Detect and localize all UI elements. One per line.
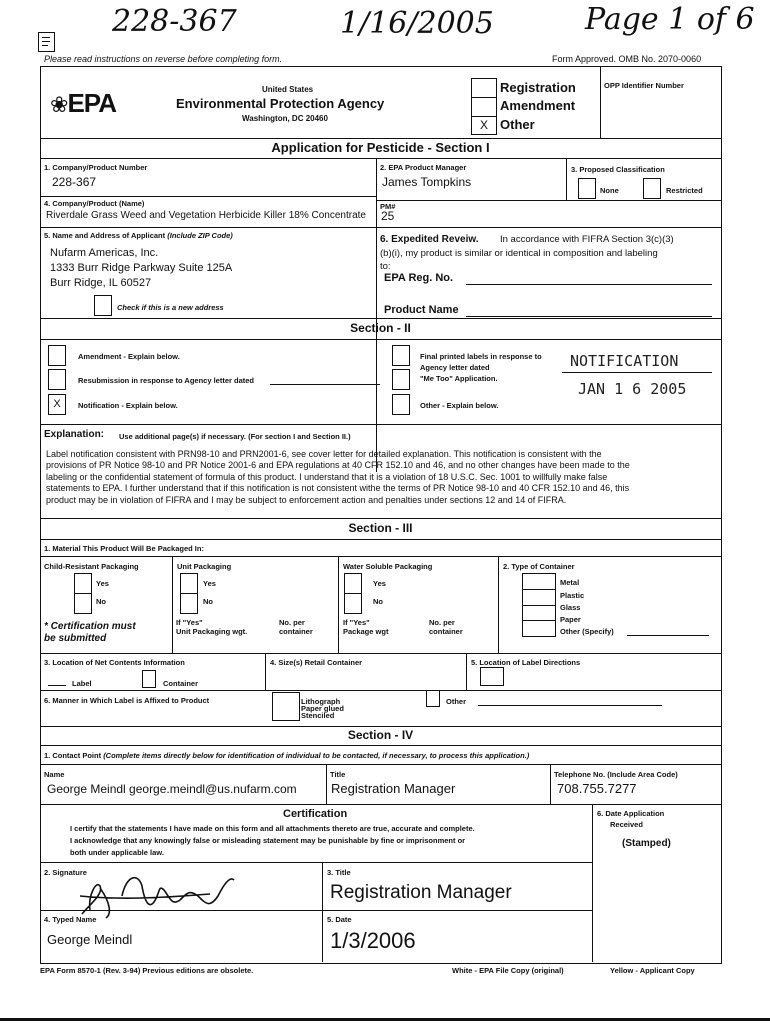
registration-label: Registration — [500, 80, 576, 95]
certification-text-1: I certify that the statements I have made on this form and all attachments thereto are true, accurate and complete. — [70, 824, 475, 833]
affixed-other-field[interactable] — [478, 705, 662, 706]
telephone-value: 708.755.7277 — [557, 781, 637, 796]
explanation-line: product may be in violation of FIFRA and I may be subject to enforcement action and penalties under sections 12 and 14 of FIFRA. — [46, 494, 567, 505]
agency-country: United States — [262, 85, 314, 94]
typed-name-label: 4. Typed Name — [44, 915, 97, 924]
lithograph-label: Lithograph — [301, 697, 341, 706]
resubmission-date-field[interactable] — [270, 384, 380, 385]
manner-affixed-label: 6. Manner in Which Label is Affixed to Product — [44, 696, 210, 705]
unit-packaging-yes-label: Yes — [203, 579, 216, 588]
certification-text-3: both under applicable law. — [70, 848, 164, 857]
contact-name-label: Name — [44, 770, 65, 779]
yellow-copy-footer: Yellow - Applicant Copy — [610, 966, 695, 975]
certification-title: Certification — [283, 808, 348, 820]
unit-if-yes-label: If "Yes" — [176, 618, 203, 627]
document-icon — [38, 32, 55, 52]
net-contents-label: 3. Location of Net Contents Information — [44, 658, 185, 667]
signature-label: 2. Signature — [44, 868, 87, 877]
notification-stamp-title: NOTIFICATION — [570, 352, 679, 370]
net-contents-container-checkbox[interactable] — [142, 670, 156, 688]
other-label: Other — [500, 117, 535, 132]
instructions-note: Please read instructions on reverse before completing form. — [44, 54, 283, 64]
explanation-line: statements to EPA. I further understand that if this notification is not consistent withe the terms of PR Notice 98-10 and 40 CFR 152.10 and 46, this — [46, 483, 630, 494]
explanation-line: labeling or the confidential statement of formula of this product. I understand that it is a violation of 18 U.S.C. Sec. 1001 to willfully make false — [46, 471, 608, 482]
container-glass: Glass — [560, 603, 581, 612]
unit-packaging-no-checkbox[interactable] — [180, 593, 198, 614]
unit-container-label: container — [279, 627, 313, 636]
expedited-text-1: In accordance with FIFRA Section 3(c)(3) — [500, 234, 674, 245]
expedited-text-2: (b)(i), my product is similar or identical in composition and labeling — [380, 248, 658, 259]
explanation-label: Explanation: — [44, 429, 105, 440]
title3-label: 3. Title — [327, 868, 351, 877]
water-soluble-yes-checkbox[interactable] — [344, 573, 362, 594]
unit-packaging-wgt-label: Unit Packaging wgt. — [176, 627, 248, 636]
certification-text-2: I acknowledge that any knowingly false or misleading statement may be punishable by fine or imprisonment or — [70, 836, 466, 845]
other-checkbox[interactable]: X — [471, 116, 497, 135]
explanation-line: provisions of PR Notice 98-10 and PR Notice 2001-6 and EPA regulations at 40 CFR 152.10 and 46, and no other changes have been made to the — [46, 460, 630, 471]
classification-none-label: None — [600, 186, 619, 195]
package-wgt-label: Package wgt — [343, 627, 389, 636]
product-manager-value: James Tompkins — [382, 175, 472, 189]
amendment-checkbox[interactable] — [471, 97, 497, 117]
product-name-field[interactable] — [466, 316, 712, 317]
resubmission-label: Resubmission in response to Agency letter dated — [78, 376, 255, 385]
child-resistant-label: Child-Resistant Packaging — [44, 562, 139, 571]
unit-packaging-label: Unit Packaging — [177, 562, 232, 571]
water-soluble-no-checkbox[interactable] — [344, 593, 362, 614]
final-printed-label-1: Final printed labels in response to — [420, 352, 542, 361]
container-type-label: 2. Type of Container — [503, 562, 575, 571]
stamped-label: (Stamped) — [622, 838, 671, 849]
contact-title-value: Registration Manager — [331, 781, 456, 796]
unit-no-per-label: No. per — [279, 618, 305, 627]
white-copy-footer: White - EPA File Copy (original) — [452, 966, 564, 975]
form-approved: Form Approved. OMB No. 2070-0060 — [552, 54, 702, 64]
net-contents-container-option: Container — [163, 679, 199, 688]
date-label: 5. Date — [327, 915, 352, 924]
me-too-label: "Me Too" Application. — [420, 374, 498, 383]
label-directions-label: 5. Location of Label Directions — [471, 658, 581, 667]
affixed-other-checkbox[interactable] — [426, 690, 440, 707]
me-too-checkbox[interactable] — [392, 369, 410, 390]
company-number-label: 1. Company/Product Number — [44, 163, 148, 172]
applicant-name: Nufarm Americas, Inc. — [50, 247, 159, 259]
classification-restricted-checkbox[interactable] — [643, 178, 661, 199]
epa-logo: ❀EPA — [50, 88, 116, 118]
classification-label: 3. Proposed Classification — [571, 165, 665, 174]
typed-name-value: George Meindl — [47, 932, 133, 947]
classification-none-checkbox[interactable] — [578, 178, 596, 199]
form-id-footer: EPA Form 8570-1 (Rev. 3-94) Previous editions are obsolete. — [40, 966, 254, 975]
container-metal: Metal — [560, 578, 580, 587]
notification-stamp-date: JAN 1 6 2005 — [578, 380, 687, 398]
date-value: 1/3/2006 — [330, 928, 416, 953]
stenciled-label: Stenciled — [301, 711, 335, 720]
agency-city: Washington, DC 20460 — [242, 114, 328, 123]
company-number-value: 228-367 — [52, 175, 97, 189]
material-label: 1. Material This Product Will Be Packaged In: — [44, 544, 204, 553]
retail-size-label: 4. Size(s) Retail Container — [270, 658, 363, 667]
water-soluble-yes-label: Yes — [373, 579, 386, 588]
product-manager-label: 2. EPA Product Manager — [380, 163, 467, 172]
new-address-label: Check if this is a new address — [117, 303, 224, 312]
child-resistant-no-label: No — [96, 597, 106, 606]
handwritten-reg-number: 228-367 — [112, 4, 237, 39]
child-resistant-no-checkbox[interactable] — [74, 593, 92, 614]
section-1-title: Application for Pesticide - Section I — [271, 140, 490, 155]
notification-checkbox[interactable]: X — [48, 394, 66, 415]
title3-value: Registration Manager — [330, 882, 512, 903]
product-name-label: 4. Company/Product (Name) — [44, 199, 145, 208]
explanation-text — [46, 449, 716, 506]
applicant-label: 5. Name and Address of Applicant (Include ZIP Code) — [44, 231, 233, 240]
expedited-review-title: 6. Expedited Reveiw. — [380, 234, 479, 245]
pm-value: 25 — [381, 209, 395, 223]
handwritten-signature — [60, 866, 260, 922]
affixed-other-label: Other — [446, 697, 467, 706]
registration-checkbox[interactable] — [471, 78, 497, 98]
child-resistant-yes-checkbox[interactable] — [74, 573, 92, 594]
amendment-explain-checkbox[interactable] — [48, 345, 66, 366]
opp-identifier-label: OPP Identifier Number — [604, 81, 684, 90]
new-address-checkbox[interactable] — [94, 295, 112, 316]
child-resistant-yes-label: Yes — [96, 579, 109, 588]
applicant-city: Burr Ridge, IL 60527 — [50, 277, 152, 289]
label-directions-box[interactable] — [480, 667, 504, 686]
contact-point-label: 1. Contact Point (Complete items directly below for identification of individual to be contacted, if necessary, to process this application.) — [44, 751, 530, 760]
unit-packaging-no-label: No — [203, 597, 213, 606]
certification-note-1: * Certification must — [44, 621, 136, 632]
pm-label: PM# — [380, 202, 396, 211]
final-printed-checkbox[interactable] — [392, 345, 410, 366]
product-name-field-label: Product Name — [384, 304, 459, 316]
unit-packaging-yes-checkbox[interactable] — [180, 573, 198, 594]
other-explain-checkbox[interactable] — [392, 394, 410, 415]
section-3-title: Section - III — [348, 521, 413, 535]
paper-glued-label: Paper glued — [301, 704, 344, 713]
water-no-per-label: No. per — [429, 618, 455, 627]
applicant-street: 1333 Burr Ridge Parkway Suite 125A — [50, 262, 233, 274]
expedited-text-3: to: — [380, 261, 391, 272]
amendment-label: Amendment — [500, 98, 576, 113]
section-2-title: Section - II — [350, 321, 411, 335]
explanation-line: Label notification consistent with PRN98-10 and PRN2001-6, see cover letter for detailed explanation. This notification is consistent with the — [46, 449, 602, 459]
epa-reg-no-label: EPA Reg. No. — [384, 272, 454, 284]
product-name-value: Riverdale Grass Weed and Vegetation Herbicide Killer 18% Concentrate — [46, 210, 366, 221]
container-other-field[interactable] — [627, 635, 709, 636]
amendment-explain-label: Amendment - Explain below. — [78, 352, 180, 361]
water-soluble-no-label: No — [373, 597, 383, 606]
container-paper: Paper — [560, 615, 581, 624]
page-bottom-rule — [0, 1018, 770, 1021]
handwritten-page: Page 1 of 6 — [585, 2, 755, 37]
manner-affixed-checkboxes[interactable] — [272, 692, 300, 721]
epa-reg-no-field[interactable] — [466, 284, 712, 285]
water-soluble-label: Water Soluble Packaging — [343, 562, 433, 571]
telephone-label: Telephone No. (Include Area Code) — [554, 770, 678, 779]
contact-title-label: Title — [330, 770, 346, 779]
certification-note-2: be submitted — [44, 633, 107, 644]
contact-name-value: George Meindl george.meindl@us.nufarm.com — [47, 782, 297, 796]
classification-restricted-label: Restricted — [666, 186, 703, 195]
net-contents-label-option: Label — [72, 679, 92, 688]
container-other: Other (Specify) — [560, 627, 614, 636]
agency-letter-date-field[interactable] — [562, 372, 712, 373]
date-received-label-2: Received — [610, 820, 643, 829]
section-4-title: Section - IV — [347, 728, 414, 742]
explanation-note: Use additional page(s) if necessary. (For section I and Section II.) — [119, 432, 351, 441]
agency-name: Environmental Protection Agency — [176, 96, 385, 111]
water-if-yes-label: If "Yes" — [343, 618, 370, 627]
handwritten-date: 1/16/2005 — [340, 6, 494, 41]
other-explain-label: Other - Explain below. — [420, 401, 499, 410]
final-printed-label-2: Agency letter dated — [420, 363, 490, 372]
notification-label: Notification - Explain below. — [78, 401, 178, 410]
date-received-label-1: 6. Date Application — [597, 809, 665, 818]
water-container-label: container — [429, 627, 463, 636]
container-plastic: Plastic — [560, 591, 585, 600]
resubmission-checkbox[interactable] — [48, 369, 66, 390]
